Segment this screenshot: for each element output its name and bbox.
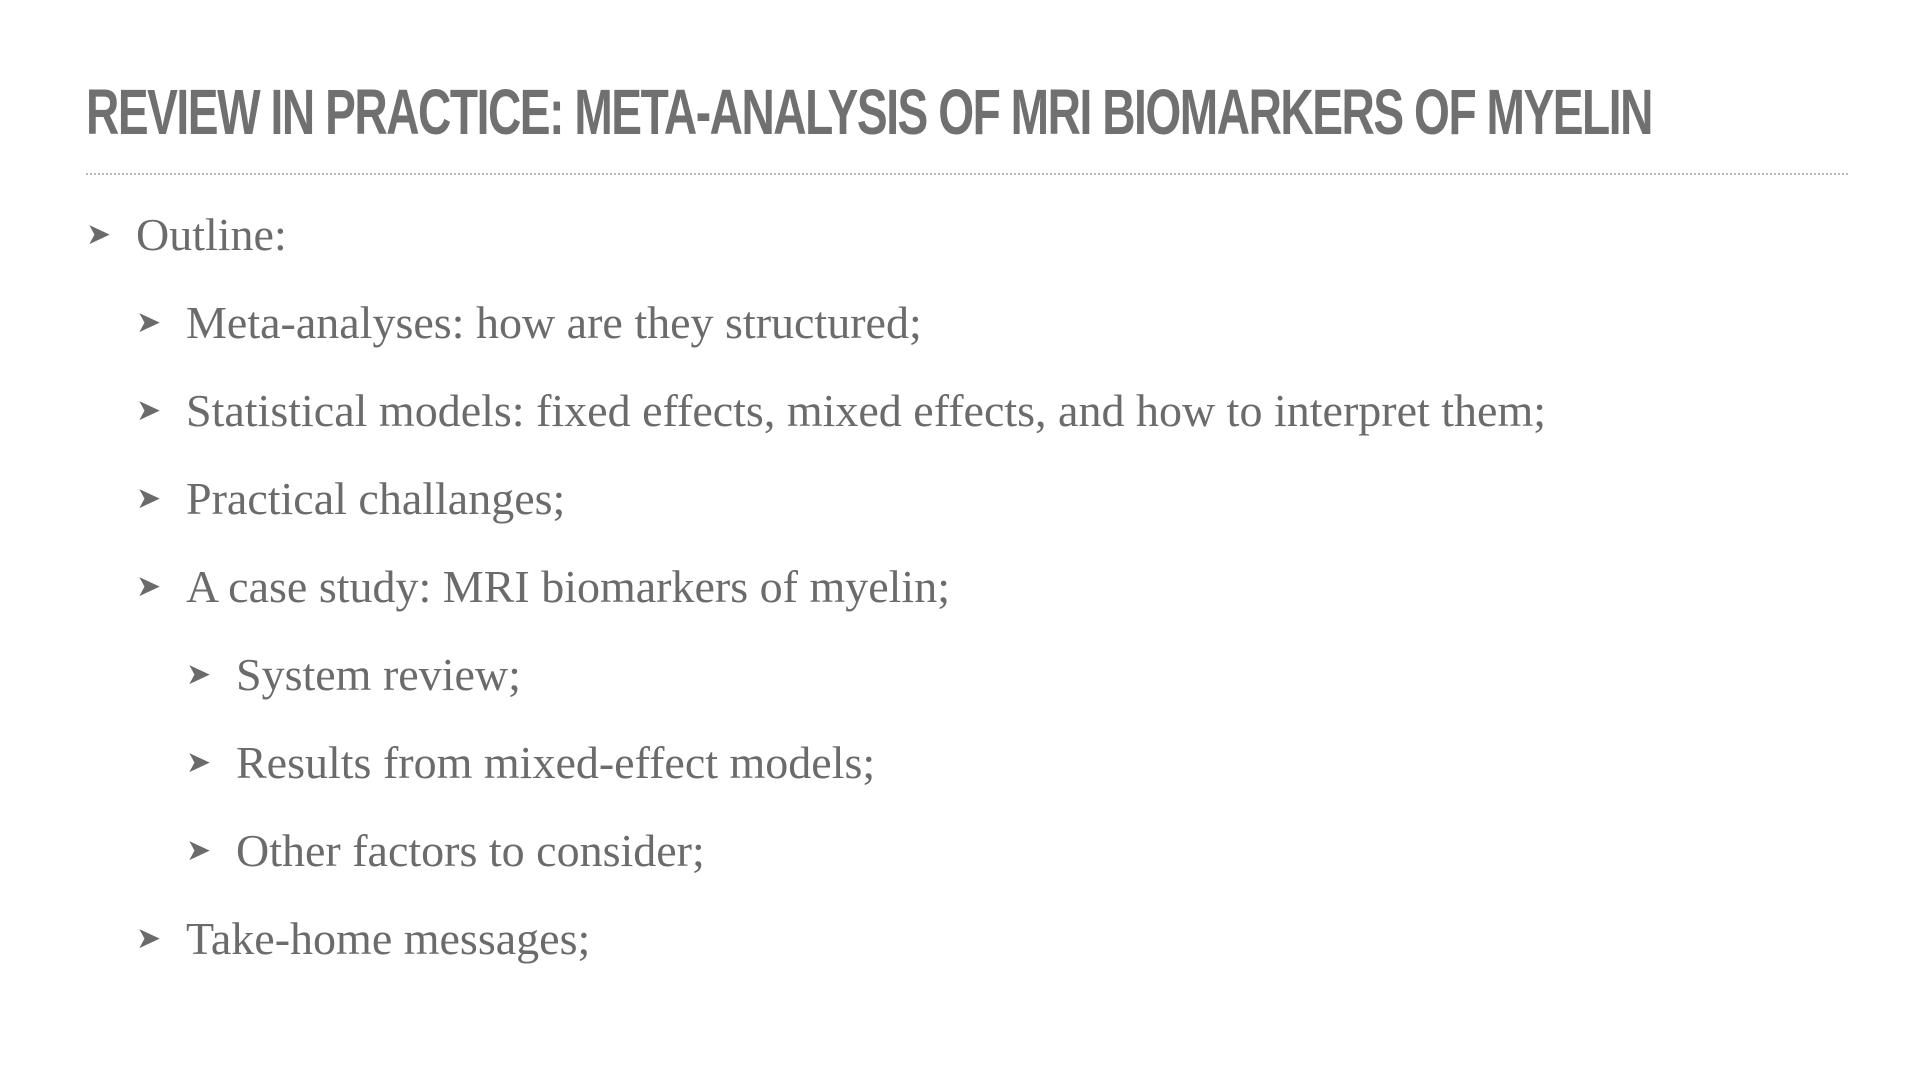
outline-item [86,468,1546,556]
arrow-bullet-icon: ➤ [186,657,212,692]
outline-item [86,644,1546,732]
arrow-bullet-icon: ➤ [136,305,162,340]
outline-item [86,204,1546,292]
arrow-bullet-icon: ➤ [136,921,162,956]
arrow-bullet-icon: ➤ [136,481,162,516]
outline-item-text: Outline: [136,209,287,260]
slide-title: REVIEW IN PRACTICE: META-ANALYSIS OF MRI BIOMARKERS OF MYELIN [86,76,1652,148]
arrow-bullet-icon: ➤ [136,393,162,428]
outline-item [86,732,1546,820]
outline-item [86,380,1546,468]
outline-item-text: Other factors to consider; [236,825,705,876]
outline-item-text: System review; [236,649,521,700]
outline-item-text: Meta-analyses: how are they structured; [186,297,922,348]
outline-item-text: Practical challanges; [186,473,566,524]
outline-item [86,556,1546,644]
arrow-bullet-icon: ➤ [136,569,162,604]
arrow-bullet-icon: ➤ [186,745,212,780]
outline-item-text: Statistical models: fixed effects, mixed effects, and how to interpret them; [186,385,1547,436]
outline-item-text: Results from mixed-effect models; [236,737,876,788]
title-divider [86,173,1848,175]
outline-item-text: Take-home messages; [186,913,591,964]
outline-list [86,204,1546,996]
outline-item [86,908,1546,996]
outline-item-text: A case study: MRI biomarkers of myelin; [186,561,950,612]
arrow-bullet-icon: ➤ [186,833,212,868]
outline-item [86,820,1546,908]
outline-item [86,292,1546,380]
arrow-bullet-icon: ➤ [86,217,112,252]
